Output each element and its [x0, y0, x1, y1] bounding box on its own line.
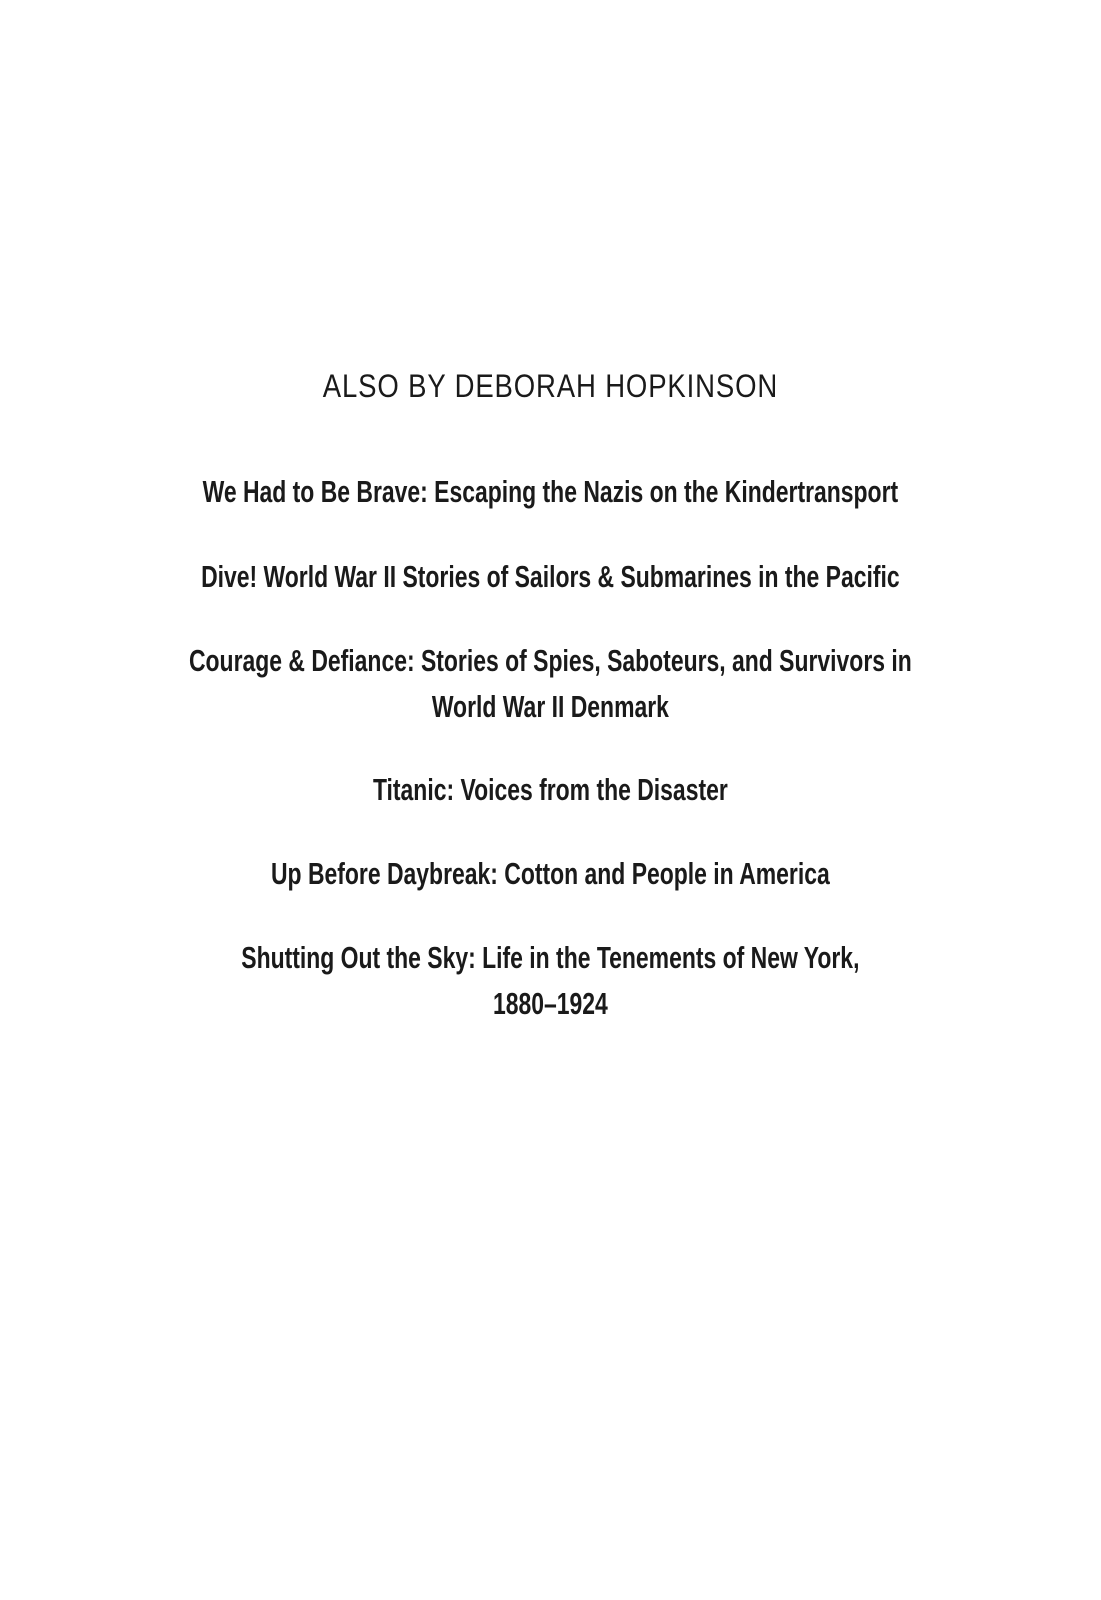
book-title-line: 1880–1924: [492, 986, 608, 1021]
book-title: [143, 469, 958, 515]
book-title: [143, 935, 958, 1027]
book-title: [143, 767, 958, 813]
book-title-line: We Had to Be Brave: Escaping the Nazis on the Kindertransport: [202, 474, 899, 509]
book-title-line: Up Before Daybreak: Cotton and People in America: [270, 856, 830, 891]
book-title-line: Shutting Out the Sky: Life in the Tenements of New York,: [241, 940, 860, 975]
book-title-line: Titanic: Voices from the Disaster: [372, 772, 728, 807]
book-title-line: Courage & Defiance: Stories of Spies, Saboteurs, and Survivors in: [188, 643, 912, 678]
book-title: [143, 851, 958, 897]
book-title: [143, 638, 958, 730]
book-title-line: World War II Denmark: [431, 689, 669, 724]
book-title-line: Dive! World War II Stories of Sailors & Submarines in the Pacific: [201, 559, 900, 594]
book-title: [143, 554, 958, 600]
page-heading: ALSO BY DEBORAH HOPKINSON: [322, 368, 779, 404]
